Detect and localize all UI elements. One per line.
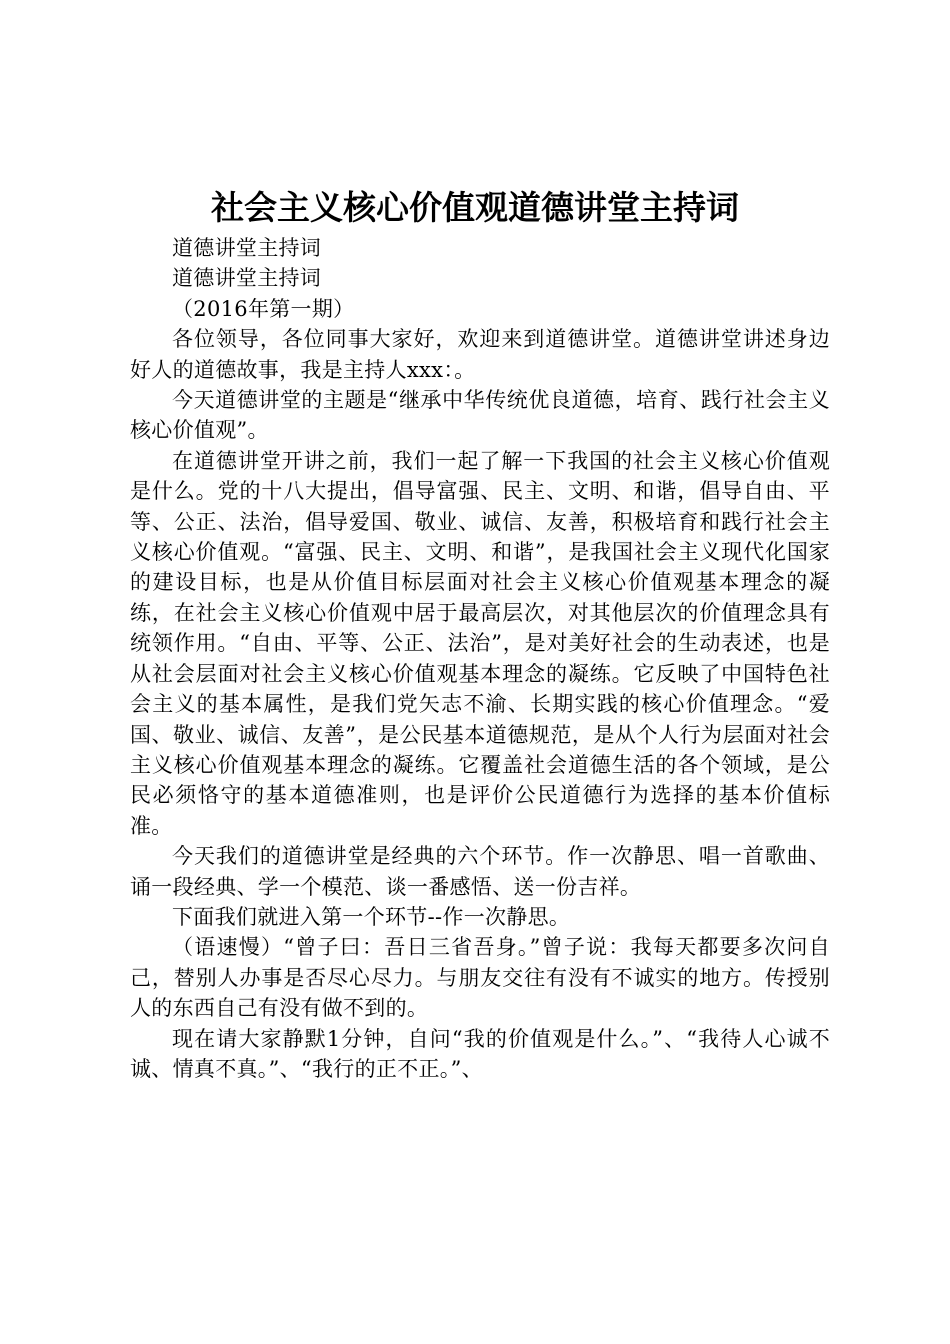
body-paragraph: （语速慢）“曾子曰：吾日三省吾身。”曾子说：我每天都要多次问自己，替别人办事是否尽心尽力。与朋友交往有没有不诚实的地方。传授别人的东西自己有没有做不到的。 [130,935,830,1021]
document-body [130,233,830,1084]
body-paragraph: 下面我们就进入第一个环节--作一次静思。 [172,904,571,929]
issue-line: （2016年第一期） [172,296,355,321]
subtitle-line: 道德讲堂主持词 [172,236,322,260]
body-paragraph: 在道德讲堂开讲之前，我们一起了解一下我国的社会主义核心价值观是什么。党的十八大提出，倡导富强、民主、文明、和谐，倡导自由、平等、公正、法治，倡导爱国、敬业、诚信、友善，积极培育和践行社会主义核心价值观。“富强、民主、文明、和谐”，是我国社会主义现代化国家的建设目标，也是从价值目标层面对社会主义核心价值观基本理念的凝练，在社会主义核心价值观中居于最高层次，对其他层次的价值理念具有统领作用。“自由、平等、公正、法治”，是对美好社会的生动表述，也是从社会层面对社会主义核心价值观基本理念的凝练。它反映了中国特色社会主义的基本属性，是我们党矢志不渝、长期实践的核心价值理念。“爱国、敬业、诚信、友善”，是公民基本道德规范，是从个人行为层面对社会主义核心价值观基本理念的凝练。它覆盖社会道德生活的各个领域，是公民必须恪守的基本道德准则，也是评价公民道德行为选择的基本价值标准。 [130,448,830,838]
subtitle-line: 道德讲堂主持词 [172,266,322,291]
body-paragraph: 今天道德讲堂的主题是“继承中华传统优良道德，培育、践行社会主义核心价值观”。 [130,388,830,443]
body-paragraph: 各位领导，各位同事大家好，欢迎来到道德讲堂。道德讲堂讲述身边好人的道德故事，我是主持人xxx：。 [130,327,830,382]
document-title: 社会主义核心价值观道德讲堂主持词 [211,188,739,227]
body-paragraph: 今天我们的道德讲堂是经典的六个环节。作一次静思、唱一首歌曲、诵一段经典、学一个模范、谈一番感悟、送一份吉祥。 [130,844,830,899]
body-paragraph: 现在请大家静默1分钟，自问“我的价值观是什么。”、“我待人心诚不诚、情真不真。”、“我行的正不正。”、 [130,1026,830,1081]
